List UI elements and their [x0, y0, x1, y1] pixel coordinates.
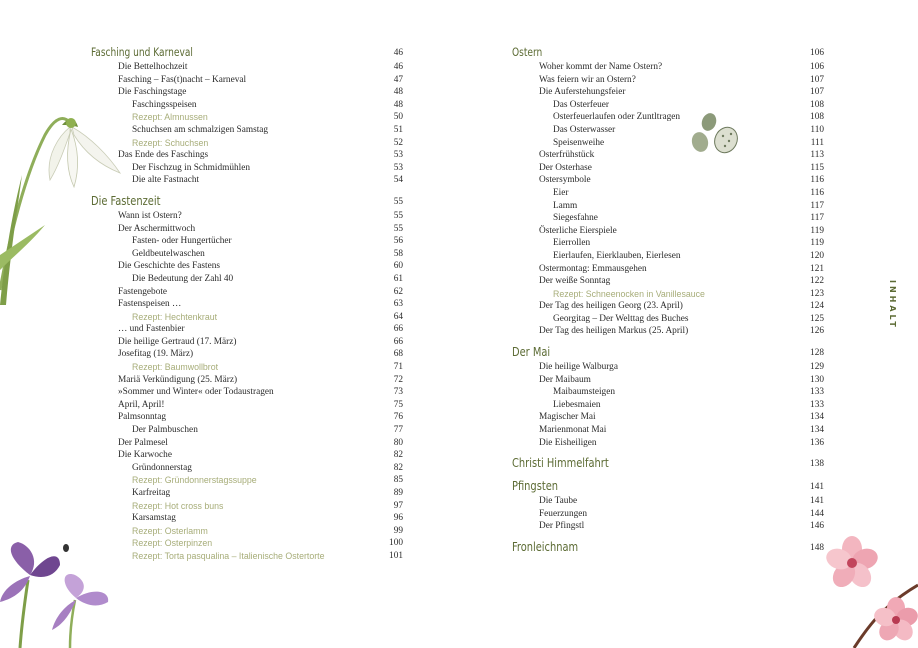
blossom-illustration — [824, 525, 918, 648]
entry-page-number: 48 — [393, 87, 403, 98]
entry-title: Osterfrühstück — [539, 150, 595, 161]
chapter-page-number: 46 — [393, 48, 403, 58]
toc-chapter-entry[interactable] — [91, 44, 403, 61]
chapter-title: Pfingsten — [512, 479, 559, 494]
entry-page-number: 75 — [393, 399, 403, 410]
entry-title: Rezept: Osterlamm — [132, 525, 208, 536]
entry-page-number: 113 — [810, 150, 824, 161]
side-label: INHALT — [888, 280, 897, 330]
toc-entry[interactable] — [91, 248, 403, 261]
entry-page-number: 71 — [393, 362, 403, 373]
entry-page-number: 46 — [393, 62, 403, 72]
entry-page-number: 125 — [810, 313, 824, 324]
entry-page-number: 89 — [393, 488, 403, 498]
entry-title: Rezept: Baumwollbrot — [132, 362, 219, 373]
entry-title: Fastengebote — [118, 286, 168, 297]
entry-title: Rezept: Osterpinzen — [132, 538, 213, 549]
toc-left-column — [91, 44, 403, 569]
entry-page-number: 62 — [393, 286, 403, 297]
entry-page-number: 48 — [393, 99, 403, 110]
entry-title: Faschingsspeisen — [132, 99, 197, 110]
chapter-title: Fronleichnam — [512, 540, 579, 554]
entry-title: Die heilige Gertraud (17. März) — [118, 336, 237, 347]
toc-entry[interactable] — [91, 210, 403, 223]
entry-page-number: 141 — [810, 496, 824, 507]
entry-title: Das Osterwasser — [553, 124, 616, 135]
toc-entry[interactable] — [91, 273, 403, 286]
entry-page-number: 58 — [393, 248, 403, 259]
chapter-title: Christi Himmelfahrt — [512, 456, 609, 471]
chapter-page-number: 148 — [810, 543, 824, 553]
entry-title: … und Fastenbier — [118, 324, 185, 335]
toc-entry[interactable] — [512, 520, 824, 533]
toc-entry[interactable] — [512, 424, 824, 437]
toc-entry[interactable] — [512, 263, 824, 276]
toc-entry[interactable] — [512, 250, 824, 263]
chapter-page-number: 55 — [393, 196, 403, 207]
entry-title: »Sommer und Winter« oder Todaustragen — [118, 387, 274, 398]
entry-title: Woher kommt der Name Ostern? — [539, 62, 663, 72]
entry-title: Der Maibaum — [539, 374, 591, 385]
chapter-title: Fasching und Karneval — [91, 46, 193, 59]
entry-title: Fasten- oder Hungertücher — [132, 236, 232, 247]
toc-right-column — [512, 44, 824, 562]
toc-entry[interactable] — [512, 411, 824, 424]
toc-recipe-entry[interactable] — [91, 500, 403, 513]
entry-title: Siegesfahne — [553, 213, 598, 224]
toc-section — [91, 193, 403, 563]
toc-recipe-entry[interactable] — [91, 474, 403, 487]
entry-page-number: 144 — [810, 508, 824, 519]
entry-title: Der Osterhase — [539, 162, 592, 173]
entry-title: Die Eisheiligen — [539, 437, 597, 448]
entry-page-number: 63 — [393, 299, 403, 310]
toc-section — [512, 478, 824, 533]
entry-title: Karfreitag — [132, 488, 171, 498]
toc-entry[interactable] — [91, 86, 403, 99]
toc-entry[interactable] — [91, 124, 403, 137]
entry-page-number: 61 — [393, 273, 403, 284]
toc-recipe-entry[interactable] — [512, 288, 824, 301]
entry-page-number: 126 — [810, 326, 824, 337]
toc-entry[interactable] — [91, 323, 403, 336]
toc-entry[interactable] — [512, 313, 824, 326]
toc-entry[interactable] — [91, 99, 403, 112]
toc-chapter-entry[interactable] — [512, 344, 824, 361]
toc-entry[interactable] — [91, 74, 403, 87]
toc-entry[interactable] — [91, 386, 403, 399]
entry-page-number: 54 — [393, 175, 403, 186]
chapter-page-number: 138 — [810, 459, 824, 470]
entry-page-number: 53 — [393, 162, 403, 173]
toc-entry[interactable] — [91, 298, 403, 311]
toc-entry[interactable] — [91, 235, 403, 248]
chapter-title: Ostern — [512, 46, 543, 59]
toc-entry[interactable] — [512, 361, 824, 374]
chapter-page-number: 141 — [810, 482, 824, 493]
entry-title: Rezept: Hot cross buns — [132, 500, 224, 511]
toc-section — [512, 455, 824, 472]
entry-title: Der Fischzug in Schmidmühlen — [132, 162, 251, 173]
entry-page-number: 106 — [810, 62, 824, 72]
entry-title: Gründonnerstag — [132, 462, 192, 473]
entry-page-number: 82 — [393, 462, 403, 473]
toc-entry[interactable] — [512, 61, 824, 74]
entry-title: Die alte Fastnacht — [132, 175, 200, 186]
toc-entry[interactable] — [512, 149, 824, 162]
toc-entry[interactable] — [512, 225, 824, 238]
entry-title: Feuerzungen — [539, 508, 588, 519]
chapter-page-number: 106 — [810, 48, 824, 58]
entry-title: Rezept: Schuchsen — [132, 137, 209, 148]
toc-entry[interactable] — [512, 212, 824, 225]
entry-page-number: 96 — [393, 513, 403, 524]
entry-title: Palmsonntag — [118, 412, 167, 423]
entry-page-number: 146 — [810, 521, 824, 532]
entry-title: Liebesmaien — [553, 399, 601, 410]
entry-title: Lamm — [553, 200, 578, 211]
entry-page-number: 82 — [393, 450, 403, 461]
entry-title: Osterfeuerlaufen oder Zuntltragen — [553, 112, 680, 123]
toc-section — [512, 344, 824, 449]
toc-entry[interactable] — [512, 137, 824, 150]
entry-page-number: 124 — [810, 301, 824, 312]
entry-page-number: 55 — [393, 210, 403, 221]
entry-title: Das Osterfeuer — [553, 99, 610, 110]
entry-page-number: 50 — [393, 112, 403, 123]
toc-entry[interactable] — [512, 124, 824, 137]
entry-title: Ostermontag: Emmausgehen — [539, 263, 647, 274]
entry-title: Der Palmesel — [118, 437, 168, 448]
entry-title: Der Palmbuschen — [132, 425, 198, 436]
entry-title: April, April! — [118, 399, 165, 410]
toc-entry[interactable] — [512, 399, 824, 412]
toc-entry[interactable] — [91, 174, 403, 187]
entry-page-number: 116 — [810, 175, 824, 186]
entry-title: Der Tag des heiligen Georg (23. April) — [539, 301, 683, 312]
toc-entry[interactable] — [91, 336, 403, 349]
entry-page-number: 85 — [393, 475, 403, 486]
entry-page-number: 68 — [393, 349, 403, 360]
toc-entry[interactable] — [512, 495, 824, 508]
toc-recipe-entry[interactable] — [91, 111, 403, 124]
entry-title: Was feiern wir an Ostern? — [539, 74, 636, 85]
chapter-title: Der Mai — [512, 345, 551, 360]
toc-entry[interactable] — [512, 187, 824, 200]
entry-page-number: 53 — [393, 150, 403, 161]
toc-chapter-entry[interactable] — [91, 193, 403, 210]
toc-chapter-entry[interactable] — [512, 478, 824, 495]
entry-title: Eierrollen — [553, 238, 591, 249]
entry-title: Die Faschingstage — [118, 87, 187, 98]
entry-title: Die Auferstehungsfeier — [539, 87, 626, 98]
entry-title: Die Karwoche — [118, 450, 172, 461]
toc-entry[interactable] — [512, 374, 824, 387]
toc-entry[interactable] — [512, 74, 824, 87]
entry-page-number: 117 — [810, 200, 824, 211]
chapter-title: Die Fastenzeit — [91, 193, 161, 208]
entry-title: Mariä Verkündigung (25. März) — [118, 374, 238, 385]
entry-title: Georgitag – Der Welttag des Buches — [553, 313, 689, 324]
entry-title: Die Geschichte des Fastens — [118, 261, 220, 272]
toc-section — [512, 44, 824, 338]
entry-title: Speisenweihe — [553, 137, 605, 148]
toc-entry[interactable] — [512, 237, 824, 250]
toc-entry[interactable] — [512, 300, 824, 313]
entry-title: Die Bedeutung der Zahl 40 — [132, 273, 234, 284]
chapter-page-number: 128 — [810, 348, 824, 359]
entry-title: Österliche Eierspiele — [539, 225, 617, 236]
entry-page-number: 97 — [393, 500, 403, 511]
entry-title: Der Aschermittwoch — [118, 223, 196, 234]
entry-page-number: 52 — [393, 137, 403, 148]
entry-title: Die Taube — [539, 496, 578, 507]
toc-recipe-entry[interactable] — [91, 137, 403, 150]
entry-page-number: 76 — [393, 412, 403, 423]
toc-entry[interactable] — [91, 411, 403, 424]
entry-page-number: 56 — [393, 236, 403, 247]
entry-page-number: 122 — [810, 276, 824, 287]
toc-chapter-entry[interactable] — [512, 539, 824, 556]
toc-entry[interactable] — [512, 86, 824, 99]
entry-title: Wann ist Ostern? — [118, 210, 182, 221]
entry-title: Fasching – Fas(t)nacht – Karneval — [118, 74, 247, 85]
entry-page-number: 99 — [393, 525, 403, 536]
entry-page-number: 119 — [810, 238, 824, 249]
entry-title: Rezept: Torta pasqualina – Italienische Ostertorte — [132, 550, 325, 561]
toc-entry[interactable] — [91, 286, 403, 299]
entry-page-number: 116 — [810, 187, 824, 198]
entry-page-number: 121 — [810, 263, 824, 274]
entry-page-number: 107 — [810, 74, 824, 85]
toc-section — [91, 44, 403, 187]
toc-recipe-entry[interactable] — [91, 550, 403, 563]
toc-chapter-entry[interactable] — [512, 44, 824, 61]
entry-title: Josefitag (19. März) — [118, 349, 194, 360]
toc-section — [512, 539, 824, 556]
entry-page-number: 120 — [810, 250, 824, 261]
toc-entry[interactable] — [91, 424, 403, 437]
toc-entry[interactable] — [91, 512, 403, 525]
entry-title: Marienmonat Mai — [539, 425, 607, 436]
toc-chapter-entry[interactable] — [512, 455, 824, 472]
toc-entry[interactable] — [512, 99, 824, 112]
toc-entry[interactable] — [512, 174, 824, 187]
toc-entry[interactable] — [91, 260, 403, 273]
entry-title: Die Bettelhochzeit — [118, 62, 188, 72]
toc-entry[interactable] — [91, 61, 403, 74]
entry-title: Schuchsen am schmalzigen Samstag — [132, 124, 269, 135]
entry-page-number: 60 — [393, 261, 403, 272]
entry-page-number: 66 — [393, 336, 403, 347]
toc-recipe-entry[interactable] — [91, 525, 403, 538]
toc-entry[interactable] — [91, 149, 403, 162]
entry-page-number: 51 — [393, 124, 403, 135]
entry-page-number: 101 — [389, 550, 403, 561]
toc-recipe-entry[interactable] — [91, 361, 403, 374]
entry-page-number: 80 — [393, 437, 403, 448]
toc-entry[interactable] — [512, 386, 824, 399]
entry-title: Rezept: Gründonnerstagssuppe — [132, 475, 257, 486]
entry-page-number: 133 — [810, 387, 824, 398]
entry-title: Rezept: Almnussen — [132, 112, 208, 123]
toc-entry[interactable] — [91, 449, 403, 462]
entry-title: Geldbeutelwaschen — [132, 248, 205, 259]
entry-title: Die heilige Walburga — [539, 362, 618, 373]
entry-page-number: 117 — [810, 213, 824, 224]
entry-title: Rezept: Hechtenkraut — [132, 311, 218, 322]
toc-entry[interactable] — [91, 223, 403, 236]
entry-title: Maibaumsteigen — [553, 387, 615, 398]
toc-entry[interactable] — [91, 487, 403, 500]
entry-page-number: 107 — [810, 87, 824, 98]
entry-title: Fastenspeisen … — [118, 299, 182, 310]
entry-page-number: 77 — [393, 425, 403, 436]
entry-page-number: 123 — [810, 288, 824, 299]
entry-page-number: 134 — [810, 425, 824, 436]
entry-title: Karsamstag — [132, 513, 176, 524]
entry-page-number: 130 — [810, 374, 824, 385]
toc-entry[interactable] — [91, 462, 403, 475]
toc-entry[interactable] — [91, 399, 403, 412]
entry-title: Der weiße Sonntag — [539, 276, 611, 287]
toc-entry[interactable] — [91, 162, 403, 175]
entry-page-number: 108 — [810, 99, 824, 110]
entry-title: Rezept: Schneenocken in Vanillesauce — [553, 288, 705, 299]
toc-recipe-entry[interactable] — [91, 311, 403, 324]
entry-title: Eierlaufen, Eierklauben, Eierlesen — [553, 250, 681, 261]
entry-page-number: 66 — [393, 324, 403, 335]
toc-entry[interactable] — [91, 374, 403, 387]
entry-page-number: 100 — [389, 538, 403, 549]
entry-title: Der Tag des heiligen Markus (25. April) — [539, 326, 689, 337]
toc-entry[interactable] — [512, 508, 824, 521]
entry-title: Das Ende des Faschings — [118, 150, 209, 161]
entry-page-number: 47 — [393, 74, 403, 85]
entry-page-number: 119 — [810, 225, 824, 236]
entry-page-number: 133 — [810, 399, 824, 410]
toc-entry[interactable] — [512, 437, 824, 450]
entry-title: Der Pfingstl — [539, 521, 585, 532]
entry-title: Ostersymbole — [539, 175, 591, 186]
entry-page-number: 129 — [810, 362, 824, 373]
toc-entry[interactable] — [512, 325, 824, 338]
toc-entry[interactable] — [91, 437, 403, 450]
entry-page-number: 136 — [810, 437, 824, 448]
entry-page-number: 134 — [810, 412, 824, 423]
toc-entry[interactable] — [512, 275, 824, 288]
entry-page-number: 73 — [393, 387, 403, 398]
entry-page-number: 72 — [393, 374, 403, 385]
entry-page-number: 108 — [810, 112, 824, 123]
toc-entry[interactable] — [512, 162, 824, 175]
entry-title: Eier — [553, 187, 569, 198]
toc-entry[interactable] — [512, 111, 824, 124]
toc-entry[interactable] — [91, 348, 403, 361]
entry-page-number: 64 — [393, 311, 403, 322]
entry-page-number: 111 — [810, 137, 824, 148]
toc-entry[interactable] — [512, 200, 824, 213]
entry-page-number: 115 — [810, 162, 824, 173]
toc-recipe-entry[interactable] — [91, 537, 403, 550]
entry-title: Magischer Mai — [539, 412, 596, 423]
entry-page-number: 110 — [810, 124, 824, 135]
entry-page-number: 55 — [393, 223, 403, 234]
